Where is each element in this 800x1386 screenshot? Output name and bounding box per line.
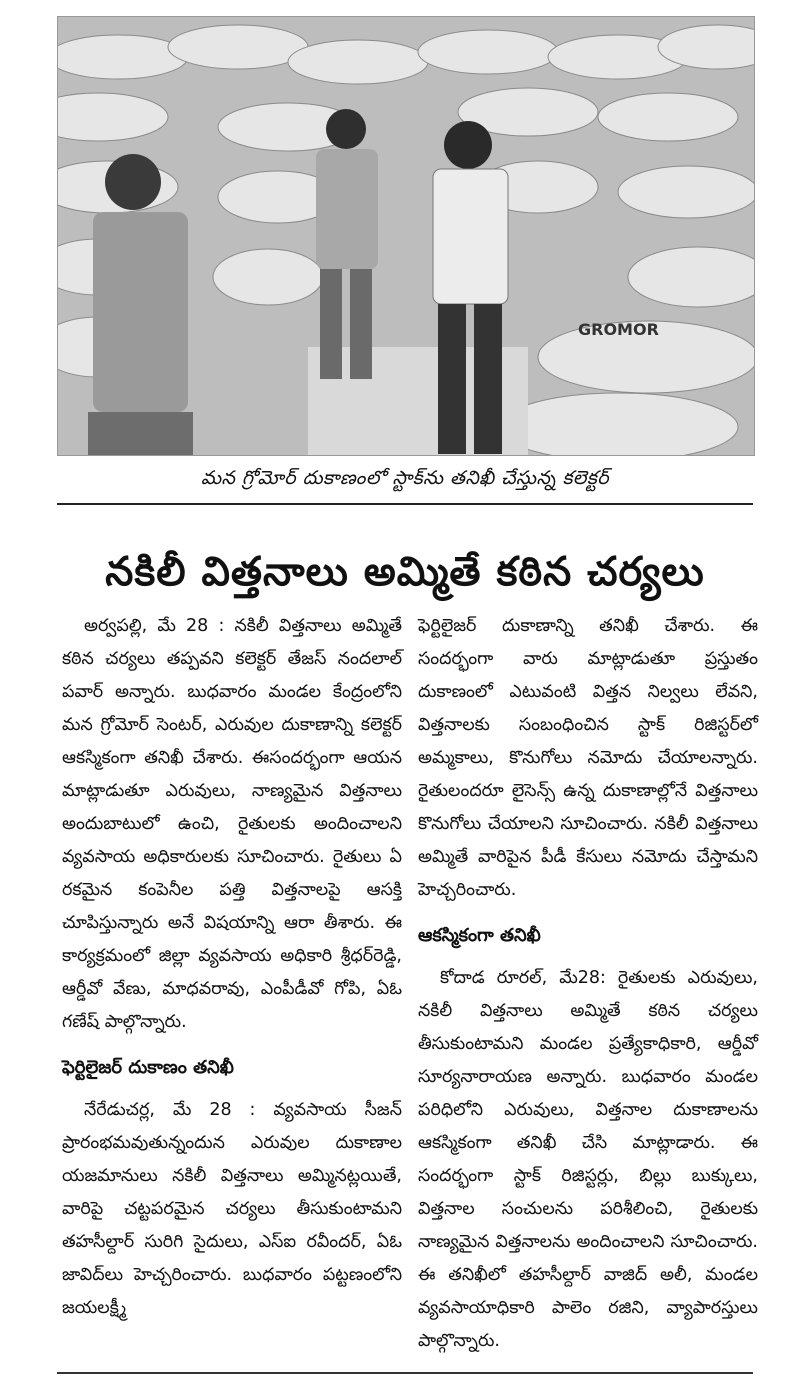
paragraph-kodada: కోదాడ రూరల్, మే28: రైతులకు ఎరువులు, నకిలీ విత్తనాలు అమ్మితే కఠిన చర్యలు తీసుకుంటామని మండల ప్రత్యేకాధికారి, ఆర్డీవో సూర్యనారాయణ అన్నారు. బుధవారం మండల పరిధిలోని ఎరువులు, విత్తనాల దుకాణాలను ఆకస్మికంగా తనిఖీ చేసి మాట్లాడారు. ఈ సందర్భంగా స్టాక్ రిజిస్టర్లు, బిల్లు బుక్కులు, విత్తనాల సంచులను పరిశీలించి, రైతులకు నాణ్యమైన విత్తనాలను అందించాలని సూచించారు. ఈ తనిఖీలో తహసీల్దార్ వాజిద్ అలీ, మండల వ్యవసాయాధికారి పాలెం రజిని, వ్యాపారస్తులు పాల్గొన్నారు. bbox=[418, 968, 758, 1351]
caption-rule bbox=[57, 503, 753, 505]
subheading-surprise-inspection: ఆకస్మికంగా తనిఖీ bbox=[418, 925, 541, 946]
paragraph-neredcherla: నేరేడుచర్ల, మే 28 : వ్యవసాయ సీజన్ ప్రారంభమవుతున్నందున ఎరువుల దుకాణాల యజమానులు నకిలీ విత్తనాలు అమ్మినట్లయితే, వారిపై చట్టపరమైన చర్యలు తీసుకుంటామని తహసీల్దార్ సురిగి సైదులు, ఎస్ఐ రవీందర్, ఏఓ జావిద్‌లు హెచ్చరించారు. బుధవారం పట్టణంలోని జయలక్ష్మీ bbox=[62, 1100, 402, 1318]
paragraph-arvapalli: అర్వపల్లి, మే 28 : నకిలీ విత్తనాలు అమ్మితే కఠిన చర్యలు తప్పవని కలెక్టర్ తేజస్ నందలాల్ పవార్ అన్నారు. బుధవారం మండల కేంద్రంలోని మన గ్రోమోర్ సెంటర్, ఎరువుల దుకాణాన్ని కలెక్టర్ ఆకస్మికంగా తనిఖీ చేశారు. ఈసందర్భంగా ఆయన మాట్లాడుతూ ఎరువులు, నాణ్యమైన విత్తనాలు అందుబాటులో ఉంచి, రైతులకు అందించాలని వ్యవసాయ అధికారులకు సూచించారు. రైతులు ఏ రకమైన కంపెనీల పత్తి విత్తనాలపై ఆసక్తి చూపిస్తున్నారు అనే విషయాన్ని ఆరా తీశారు. ఈ కార్యక్రమంలో జిల్లా వ్యవసాయ అధికారి శ్రీధర్‌రెడ్డి, ఆర్డీవో వేణు, మాధవరావు, ఎంపీడీవో గోపి, ఏఓ గణేష్ పాల్గొన్నారు. bbox=[62, 616, 402, 1032]
warehouse-photo-illustration bbox=[58, 17, 754, 455]
article-column-right bbox=[418, 610, 758, 1362]
bottom-rule bbox=[57, 1372, 753, 1374]
headline: నకిలీ విత్తనాలు అమ్మితే కఠిన చర్యలు bbox=[105, 548, 705, 595]
news-photo bbox=[57, 16, 755, 456]
article-column-left bbox=[62, 610, 402, 1329]
paragraph-continued: ఫెర్టిలైజర్ దుకాణాన్ని తనిఖీ చేశారు. ఈ సందర్భంగా వారు మాట్లాడుతూ ప్రస్తుతం దుకాణంలో ఎటువంటి విత్తన నిల్వలు లేవని, విత్తనాలకు సంబంధించిన స్టాక్ రిజిస్టర్‌లో అమ్మకాలు, కొనుగోలు నమోదు చేయాలన్నారు. రైతులందరూ లైసెన్స్ ఉన్న దుకాణాల్లోనే విత్తనాలు కొనుగోలు చేయాలని సూచించారు. నకిలీ విత్తనాలు అమ్మితే వారిపైన పీడీ కేసులు నమోదు చేస్తామని హెచ్చరించారు. bbox=[418, 616, 758, 900]
sack-label: GROMOR bbox=[578, 320, 659, 339]
photo-caption: మన గ్రోమోర్ దుకాణంలో స్టాక్‌ను తనిఖీ చేస్తున్న కలెక్టర్ bbox=[200, 466, 610, 489]
subheading-fertilizer-shop: ఫెర్టిలైజర్ దుకాణం తనిఖీ bbox=[62, 1057, 234, 1078]
